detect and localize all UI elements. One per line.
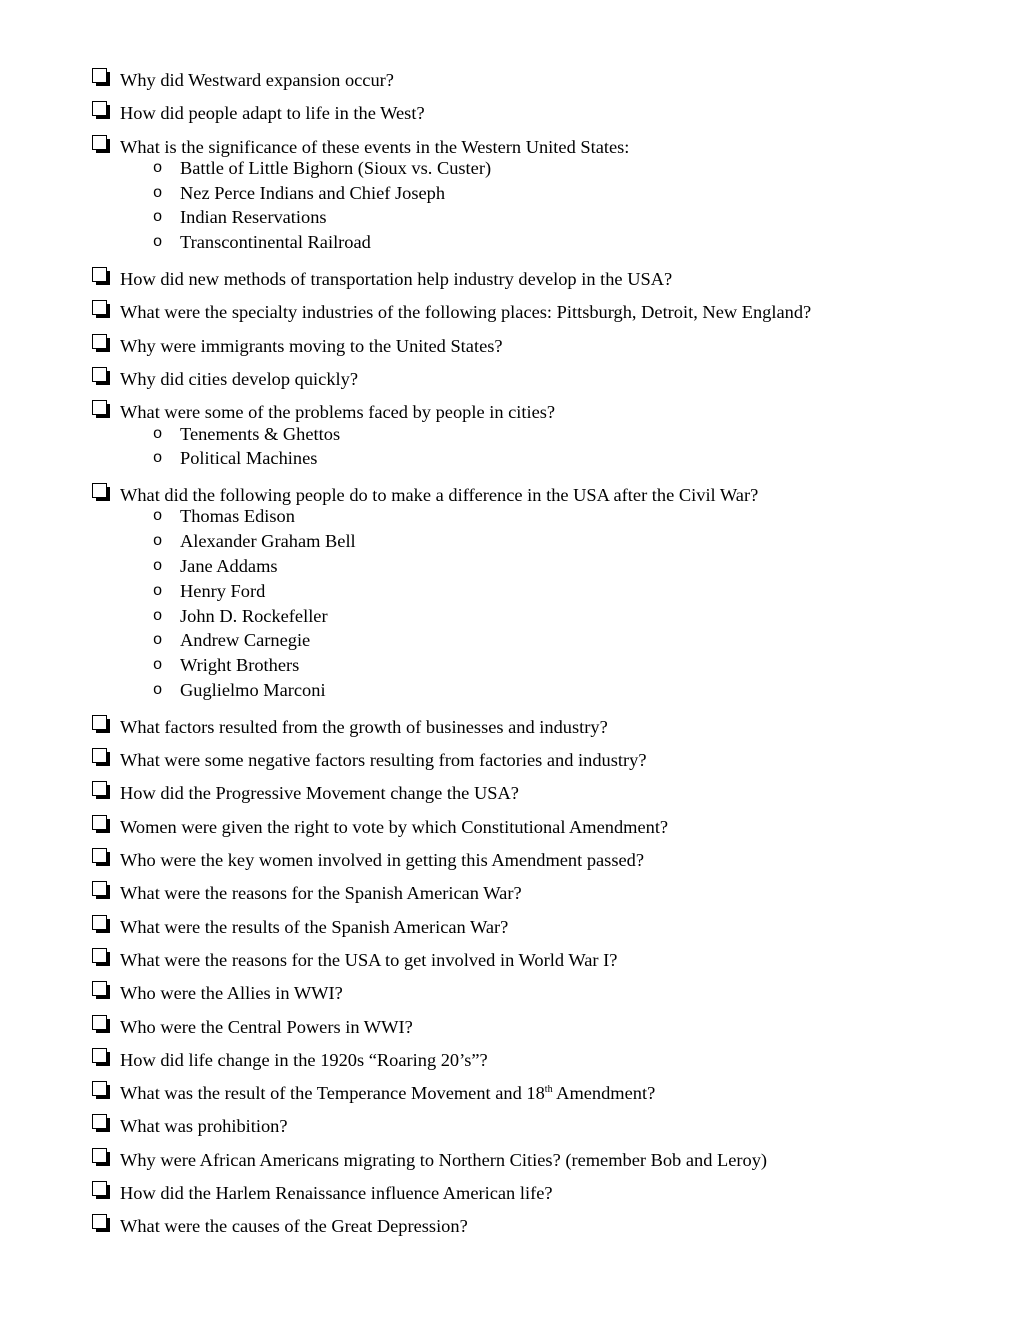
checklist-item bbox=[92, 1077, 992, 1110]
circle-bullet-icon: o bbox=[153, 183, 162, 201]
checklist-item bbox=[92, 263, 992, 296]
checkbox-icon[interactable] bbox=[92, 400, 110, 418]
circle-bullet-icon: o bbox=[153, 233, 162, 251]
question-text: How did new methods of transportation help industry develop in the USA? bbox=[120, 269, 673, 290]
question-text: How did life change in the 1920s “Roaring 20’s”? bbox=[120, 1049, 488, 1070]
sub-list-item bbox=[92, 653, 992, 678]
circle-bullet-icon: o bbox=[153, 581, 162, 599]
circle-bullet-icon: o bbox=[153, 606, 162, 624]
question-text: What were the causes of the Great Depression? bbox=[120, 1216, 468, 1237]
question-text: What was prohibition? bbox=[120, 1116, 288, 1137]
sub-item-text: Wright Brothers bbox=[180, 655, 300, 676]
question-checklist bbox=[92, 64, 992, 1244]
checklist-item bbox=[92, 777, 992, 810]
checkbox-icon[interactable] bbox=[92, 915, 110, 933]
sub-item-text: Indian Reservations bbox=[180, 207, 327, 228]
circle-bullet-icon: o bbox=[153, 681, 162, 699]
question-text: How did people adapt to life in the West? bbox=[120, 103, 425, 124]
sub-item-text: Thomas Edison bbox=[180, 506, 295, 527]
checklist-item bbox=[92, 1011, 992, 1044]
checklist-item bbox=[92, 1177, 992, 1210]
checkbox-icon[interactable] bbox=[92, 881, 110, 899]
circle-bullet-icon: o bbox=[153, 158, 162, 176]
checkbox-icon[interactable] bbox=[92, 981, 110, 999]
sub-list-item bbox=[92, 678, 992, 703]
question-text: What is the significance of these events in the Western United States: bbox=[120, 136, 630, 157]
checklist-item bbox=[92, 944, 992, 977]
checkbox-icon[interactable] bbox=[92, 1114, 110, 1132]
question-text: What were the reasons for the Spanish American War? bbox=[120, 883, 522, 904]
sub-item-text: Nez Perce Indians and Chief Joseph bbox=[180, 182, 446, 203]
sub-list-item bbox=[92, 579, 992, 604]
checkbox-icon[interactable] bbox=[92, 848, 110, 866]
checkbox-icon[interactable] bbox=[92, 101, 110, 119]
checklist-item bbox=[92, 1044, 992, 1077]
checkbox-icon[interactable] bbox=[92, 1015, 110, 1033]
question-text: What were the results of the Spanish American War? bbox=[120, 916, 509, 937]
checkbox-icon[interactable] bbox=[92, 1181, 110, 1199]
sub-list-item bbox=[92, 446, 992, 471]
question-text: What was the result of the Temperance Movement and 18th Amendment? bbox=[120, 1083, 656, 1104]
question-text: How did the Progressive Movement change the USA? bbox=[120, 783, 519, 804]
question-text: Why were African Americans migrating to Northern Cities? (remember Bob and Leroy) bbox=[120, 1149, 768, 1170]
sub-item-text: Battle of Little Bighorn (Sioux vs. Custer) bbox=[180, 157, 492, 178]
checklist-item bbox=[92, 330, 992, 363]
checklist-item bbox=[92, 911, 992, 944]
checklist-item bbox=[92, 296, 992, 329]
question-text: Why were immigrants moving to the United States? bbox=[120, 335, 503, 356]
question-text: What were the reasons for the USA to get involved in World War I? bbox=[120, 949, 618, 970]
checklist-item bbox=[92, 877, 992, 910]
checkbox-icon[interactable] bbox=[92, 483, 110, 501]
sub-list-item bbox=[92, 181, 992, 206]
checkbox-icon[interactable] bbox=[92, 1214, 110, 1232]
sub-list-item bbox=[92, 529, 992, 554]
checkbox-icon[interactable] bbox=[92, 267, 110, 285]
sub-item-text: Jane Addams bbox=[180, 556, 278, 577]
sub-item-text: Political Machines bbox=[180, 448, 318, 469]
checklist-item bbox=[92, 1110, 992, 1143]
question-text: What were some of the problems faced by people in cities? bbox=[120, 402, 556, 423]
sub-item-text: Transcontinental Railroad bbox=[180, 232, 371, 253]
checklist-item bbox=[92, 811, 992, 844]
question-text: What were some negative factors resulting from factories and industry? bbox=[120, 750, 647, 771]
question-text: Why did cities develop quickly? bbox=[120, 368, 358, 389]
checkbox-icon[interactable] bbox=[92, 1081, 110, 1099]
checkbox-icon[interactable] bbox=[92, 948, 110, 966]
checkbox-icon[interactable] bbox=[92, 715, 110, 733]
sub-item-text: Henry Ford bbox=[180, 580, 266, 601]
circle-bullet-icon: o bbox=[153, 424, 162, 442]
checklist-item bbox=[92, 977, 992, 1010]
circle-bullet-icon: o bbox=[153, 656, 162, 674]
circle-bullet-icon: o bbox=[153, 557, 162, 575]
sub-list-item bbox=[92, 604, 992, 629]
question-text: Women were given the right to vote by which Constitutional Amendment? bbox=[120, 816, 669, 837]
circle-bullet-icon: o bbox=[153, 449, 162, 467]
checkbox-icon[interactable] bbox=[92, 300, 110, 318]
checkbox-icon[interactable] bbox=[92, 135, 110, 153]
checkbox-icon[interactable] bbox=[92, 1048, 110, 1066]
sub-list-item bbox=[92, 230, 992, 255]
checklist-item bbox=[92, 64, 992, 97]
sub-list-item bbox=[92, 554, 992, 579]
question-text: What did the following people do to make a difference in the USA after the Civil War? bbox=[120, 485, 759, 506]
checkbox-icon[interactable] bbox=[92, 334, 110, 352]
sub-list-item bbox=[92, 205, 992, 230]
question-text: How did the Harlem Renaissance influence American life? bbox=[120, 1182, 553, 1203]
circle-bullet-icon: o bbox=[153, 208, 162, 226]
question-text: Who were the Central Powers in WWI? bbox=[120, 1016, 413, 1037]
sub-item-text: Guglielmo Marconi bbox=[180, 680, 326, 701]
checklist-item bbox=[92, 363, 992, 396]
checklist-item bbox=[92, 844, 992, 877]
checklist-item bbox=[92, 711, 992, 744]
circle-bullet-icon: o bbox=[153, 631, 162, 649]
sub-item-text: Tenements & Ghettos bbox=[180, 423, 341, 444]
checkbox-icon[interactable] bbox=[92, 1148, 110, 1166]
question-text: Why did Westward expansion occur? bbox=[120, 70, 394, 90]
question-text: What factors resulted from the growth of businesses and industry? bbox=[120, 716, 608, 737]
sub-item-text: Andrew Carnegie bbox=[180, 630, 311, 651]
question-text: Who were the Allies in WWI? bbox=[120, 983, 343, 1004]
checkbox-icon[interactable] bbox=[92, 367, 110, 385]
checklist-item bbox=[92, 97, 992, 130]
circle-bullet-icon: o bbox=[153, 532, 162, 550]
question-text: What were the specialty industries of the following places: Pittsburgh, Detroit, New England? bbox=[120, 302, 812, 323]
checklist-item bbox=[92, 1144, 992, 1177]
question-text: Who were the key women involved in getting this Amendment passed? bbox=[120, 850, 645, 871]
sub-item-text: John D. Rockefeller bbox=[180, 605, 328, 626]
checkbox-icon[interactable] bbox=[92, 748, 110, 766]
checkbox-icon[interactable] bbox=[92, 68, 110, 86]
sub-list-item bbox=[92, 628, 992, 653]
checklist-item bbox=[92, 1210, 992, 1243]
checkbox-icon[interactable] bbox=[92, 815, 110, 833]
sub-item-text: Alexander Graham Bell bbox=[180, 531, 356, 552]
circle-bullet-icon: o bbox=[153, 507, 162, 525]
checklist-item bbox=[92, 744, 992, 777]
checkbox-icon[interactable] bbox=[92, 781, 110, 799]
